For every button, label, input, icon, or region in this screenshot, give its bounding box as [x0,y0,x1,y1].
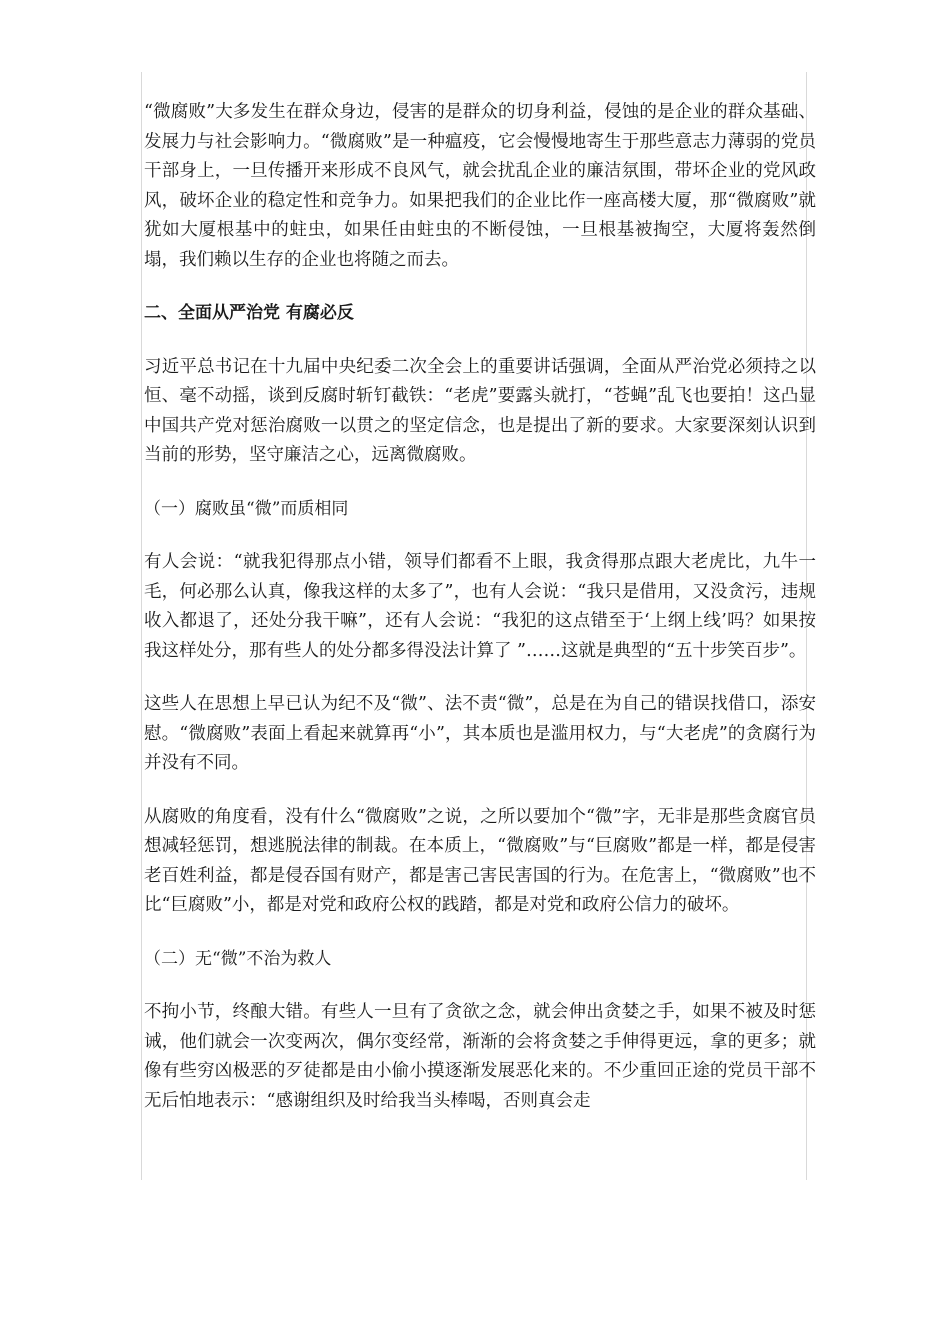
paragraph-intro: “微腐败”大多发生在群众身边，侵害的是群众的切身利益，侵蚀的是企业的群众基础、发展力与社会影响力。“微腐败”是一种瘟疫，它会慢慢地寄生于那些意志力薄弱的党员干部身上，一旦传播开来形成不良风气，就会扰乱企业的廉洁氛围，带坏企业的党风政风，破坏企业的稳定性和竞争力。如果把我们的企业比作一座高楼大厦，那“微腐败”就犹如大厦根基中的蛀虫，如果任由蛀虫的不断侵蚀，一旦根基被掏空，大厦将轰然倒塌，我们赖以生存的企业也将随之而去。 [144,102,816,270]
subheading-1: （一）腐败虽“微”而质相同 [144,498,349,519]
paragraph-excuses: 有人会说：“就我犯得那点小错，领导们都看不上眼，我贪得那点跟大老虎比，九牛一毛，何必那么认真，像我这样的太多了”，也有人会说：“我只是借用，又没贪污，违规收入都退了，还处分我干嘛”，还有人会说：“我犯的这点错至于‘上纲上线’吗？如果按我这样处分，那有些人的处分都多得没法计算了 ”……这就是典型的“五十步笑百步”。 [144,552,816,661]
paragraph-corruption-nature: 从腐败的角度看，没有什么“微腐败”之说，之所以要加个“微”字，无非是那些贪腐官员想减轻惩罚，想逃脱法律的制裁。在本质上，“微腐败”与“巨腐败”都是一样，都是侵害老百姓利益，都是侵吞国有财产，都是害己害民害国的行为。在危害上，“微腐败”也不比“巨腐败”小，都是对党和政府公权的践踏，都是对党和政府公信力的破坏。 [144,806,816,915]
paragraph-small-to-big: 不拘小节，终酿大错。有些人一旦有了贪欲之念，就会伸出贪婪之手，如果不被及时惩诫，他们就会一次变两次，偶尔变经常，渐渐的会将贪婪之手伸得更远，拿的更多；就像有些穷凶极恶的歹徒都是由小偷小摸逐渐发展恶化来的。不少重回正途的党员干部不无后怕地表示：“感谢组织及时给我当头棒喝，否则真会走 [144,1002,816,1111]
paragraph-self-comfort: 这些人在思想上早已认为纪不及“微”、法不责“微”，总是在为自己的错误找借口，添安慰。“微腐败”表面上看起来就算再“小”，其本质也是滥用权力，与“大老虎”的贪腐行为并没有不同。 [144,694,816,773]
section-heading-2: 二、全面从严治党 有腐必反 [144,303,354,323]
paragraph-xi-speech: 习近平总书记在十九届中央纪委二次全会上的重要讲话强调，全面从严治党必须持之以恒、毫不动摇，谈到反腐时斩钉截铁：“老虎”要露头就打，“苍蝇”乱飞也要拍！这凸显中国共产党对惩治腐败一以贯之的坚定信念，也是提出了新的要求。大家要深刻认识到当前的形势，坚守廉洁之心，远离微腐败。 [144,356,816,465]
document-body [144,98,816,1176]
subheading-2: （二）无“微”不治为救人 [144,948,332,969]
